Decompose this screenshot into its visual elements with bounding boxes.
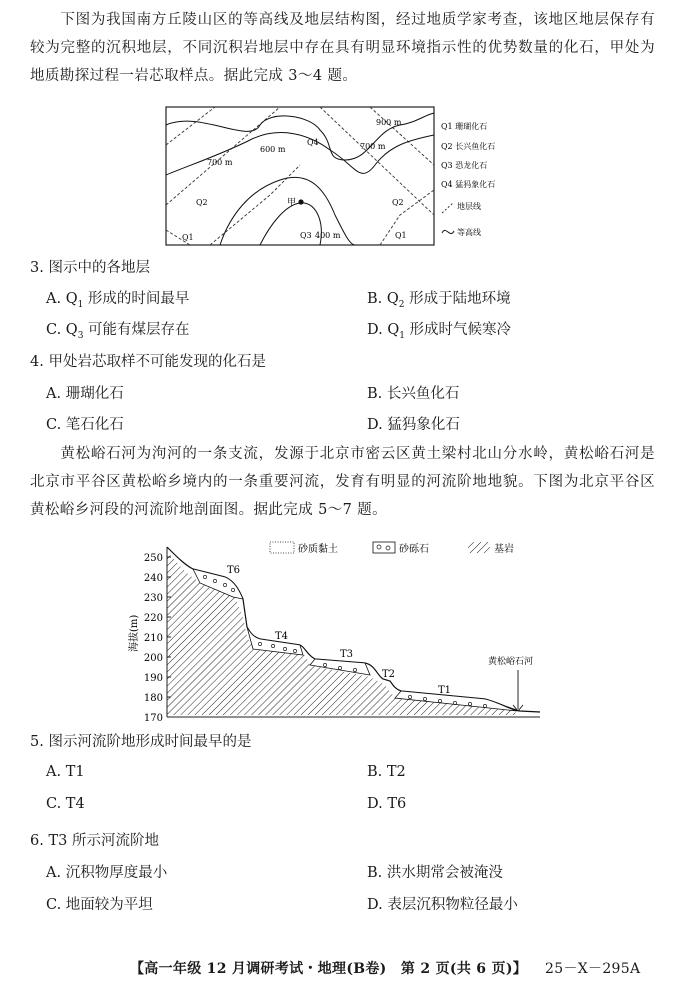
q6-option-b[interactable]: B. 洪水期常会被淹没 [367,865,503,881]
river-label: 黄松峪石河 [488,657,534,667]
y-axis-label: 海拔(m) [129,614,140,652]
q5-option-d[interactable]: D. T6 [367,796,407,812]
ytick-200: 200 [143,653,163,664]
point-jia-label: 甲 [287,198,297,208]
contour-lines [166,113,434,245]
river-terrace-profile [125,537,550,723]
contour-label-700-right: 700 m [360,142,386,151]
terrace-t4: T4 [275,631,289,642]
q6-option-a[interactable]: A. 沉积物厚度最小 [46,865,168,881]
intro-paragraph-1: 下图为我国南方丘陵山区的等高线及地层结构图，经过地质学家考查，该地区地层保存有较为完整的沉积地层，不同沉积岩地层中存在具有明显环境指示性的优势数量的化石，甲处为地质勘探过程一岩芯取样点。据此完成 3～4 题。 [30,12,655,84]
stratum-lines [166,107,434,245]
q4-option-a[interactable]: A. 珊瑚化石 [46,386,124,402]
q5-option-a[interactable]: A. T1 [46,764,85,780]
legend-sandy-clay: 砂质黏土 [298,544,338,555]
layer-label-q1-right: Q1 [395,231,407,240]
q4-option-d[interactable]: D. 猛犸象化石 [367,417,460,433]
q3-option-d[interactable]: D. $Q_1$ 形成时气候寒冷 [367,322,512,341]
q4-option-b[interactable]: B. 长兴鱼化石 [367,386,460,402]
y-axis-ticks [144,553,163,723]
legend-contour-line: 等高线 [457,228,481,237]
ytick-170: 170 [143,713,163,723]
footer-text: 【高一年级 12 月调研考试・地理(B卷) 第 2 页(共 6 页)】 [130,961,528,977]
ytick-220: 220 [143,613,163,624]
legend-bedrock-swatch [468,542,490,553]
intro-paragraph-2: 黄松峪石河为泃河的一条支流，发源于北京市密云区黄土梁村北山分水岭，黄松峪石河是北京市平谷区黄松峪乡境内的一条重要河流，发育有明显的河流阶地地貌。下图为北京平谷区黄松峪乡河段的河流阶地剖面图。据此完成 5～7 题。 [30,446,655,518]
terrace-t2: T2 [382,669,396,680]
q5-option-c[interactable]: C. T4 [46,796,85,812]
question-3-stem: 3. 图示中的各地层 [30,260,150,276]
q3-option-c[interactable]: C. $Q_3$ 可能有煤层存在 [46,322,190,341]
layer-label-q1-left: Q1 [182,233,194,242]
q5-option-b[interactable]: B. T2 [367,764,406,780]
legend-gravel: 砂砾石 [399,544,429,555]
layer-label-q2-left: Q2 [196,198,208,207]
legend-q2: Q2 长兴鱼化石 [441,142,496,151]
legend-q4: Q4 猛犸象化石 [441,180,496,189]
ytick-180: 180 [143,693,163,704]
footer-code: 25－X－295A [545,961,641,977]
ytick-210: 210 [143,633,163,644]
point-jia-marker [298,199,303,204]
map-legend [441,121,495,237]
layer-label-q4: Q4 [307,138,319,147]
legend-q1: Q1 珊瑚化石 [441,122,488,131]
q4-option-c[interactable]: C. 笔石化石 [46,417,124,433]
layer-label-q2-right: Q2 [392,198,404,207]
q6-option-d[interactable]: D. 表层沉积物粒径最小 [367,897,518,913]
ytick-240: 240 [143,573,163,584]
question-6-stem: 6. T3 所示河流阶地 [30,833,159,849]
page-footer [130,958,640,978]
question-4-stem: 4. 甲处岩芯取样不可能发现的化石是 [30,354,266,370]
legend-sandy-clay-swatch [270,542,294,553]
question-5-stem: 5. 图示河流阶地形成时间最早的是 [30,734,252,750]
legend-q3: Q3 恐龙化石 [441,161,488,170]
q6-option-c[interactable]: C. 地面较为平坦 [46,897,153,913]
legend-stratum-line: 地层线 [457,202,481,211]
ytick-230: 230 [143,593,163,604]
contour-label-400: 400 m [315,231,341,240]
terrace-t6: T6 [227,565,241,576]
terrace-t1: T1 [438,685,452,696]
layer-label-q3: Q3 [300,231,312,240]
terrace-t3: T3 [340,649,354,660]
ytick-250: 250 [143,553,163,564]
q3-option-b[interactable]: B. $Q_2$ 形成于陆地环境 [367,291,511,310]
contour-label-700-left: 700 m [207,158,233,167]
contour-label-600: 600 m [260,145,286,154]
q3-option-a[interactable]: A. $Q_1$ 形成的时间最早 [46,291,190,310]
legend-bedrock: 基岩 [494,544,514,555]
ytick-190: 190 [143,673,163,684]
contour-map [160,105,510,250]
contour-label-900: 900 m [376,118,402,127]
legend-gravel-swatch [373,542,395,553]
